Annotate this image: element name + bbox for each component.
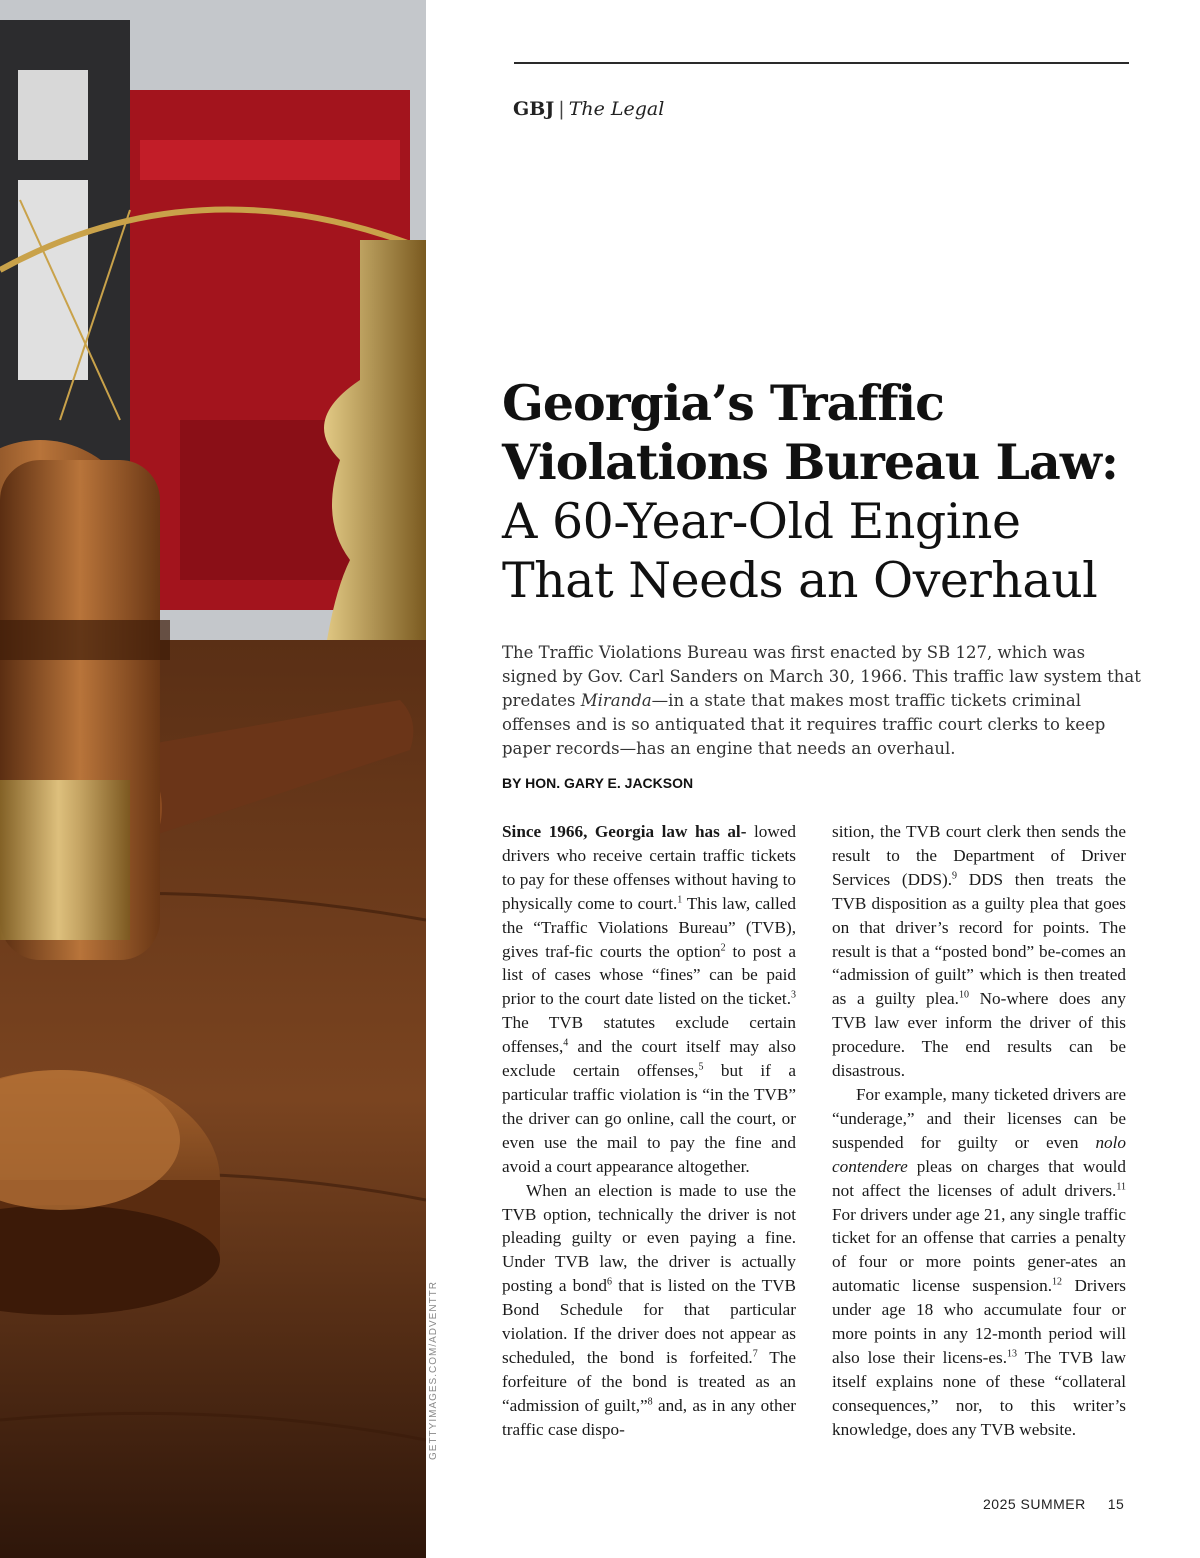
section-name: The Legal [568, 98, 665, 120]
top-rule [514, 62, 1129, 64]
lead-in: Since 1966, Georgia law has al- [502, 822, 747, 841]
body-text: The TVB statutes exclude certain offenses, [502, 1013, 796, 1057]
page-footer [983, 1496, 1124, 1512]
body-paragraph-1 [502, 820, 796, 1179]
body-text: The forfeiture of the bond is treated as an “admission of guilt,” [502, 1347, 796, 1415]
footnote-ref: 10 [958, 989, 969, 1001]
magazine-brand: GBJ [513, 98, 555, 120]
body-column-right [832, 820, 1126, 1442]
body-text: For drivers under age 21, any single traffic ticket for an offense that carries a penalty of four or more points gener-ates an automatic license suspension. [832, 1204, 1126, 1296]
article-deck [502, 641, 1142, 761]
issue-label: 2025 SUMMER [983, 1496, 1086, 1512]
footnote-ref: 1 [677, 893, 683, 905]
body-text: sition, the TVB court clerk then sends the result to the Department of Driver Services (DDS). [832, 822, 1126, 889]
body-paragraph-2 [502, 1179, 796, 1442]
headline-line-3: A 60-Year-Old Engine [502, 493, 1021, 550]
body-italic: nolo contendere [832, 1132, 1126, 1176]
body-text: When an election is made to use the TVB option, technically the driver is not pleading guilty or even paying a fine. Under TVB law, the driver is actually posting a bond [502, 1180, 796, 1296]
section-separator: | [558, 98, 565, 120]
body-text: that is listed on the TVB Bond Schedule for that particular violation. If the driver does not appear as scheduled, the bond is forfeited. [502, 1276, 796, 1367]
body-paragraph-4 [832, 1083, 1126, 1442]
footnote-ref: 2 [720, 941, 726, 953]
body-text: Drivers under age 18 who accumulate four or more points in any 12-month period will also lose their licens-es. [832, 1276, 1126, 1367]
footnote-ref: 13 [1007, 1348, 1017, 1360]
body-text: but if a particular traffic violation is “in the TVB” the driver can go online, call the court, or even use the mail to pay the fine and avoid a court appearance altogether. [502, 1061, 796, 1176]
footnote-ref: 9 [952, 870, 958, 882]
body-text: No-where does any TVB law ever inform the driver of this procedure. The end results can be disastrous. [832, 989, 1126, 1081]
footnote-ref: 7 [752, 1348, 758, 1360]
headline-line-4: That Needs an Overhaul [502, 552, 1098, 609]
footnote-ref: 6 [607, 1276, 613, 1288]
headline-line-2: Violations Bureau Law: [502, 433, 1118, 491]
section-tag [513, 98, 664, 120]
body-text: DDS then treats the TVB disposition as a guilty plea that goes on that driver’s record for points. The result is that a “posted bond” be-comes an “admission of guilt” which is then treated as a guilty plea. [832, 869, 1126, 1009]
body-text: This law, called the “Traffic Violations Bureau” (TVB), gives traf-fic courts the option [502, 893, 796, 961]
deck-italic: Miranda [580, 691, 652, 710]
byline: BY HON. GARY E. JACKSON [502, 775, 694, 791]
footnote-ref: 8 [647, 1396, 653, 1408]
body-column-left [502, 820, 796, 1442]
body-text: and the court itself may also exclude certain offenses, [502, 1037, 796, 1081]
footnote-ref: 11 [1116, 1180, 1126, 1192]
cover-photo [0, 0, 426, 1558]
footnote-ref: 5 [698, 1061, 704, 1073]
gavel-scales-illustration [0, 0, 426, 1558]
body-text: For example, many ticketed drivers are “underage,” and their licenses can be suspended for guilty or even [832, 1084, 1126, 1152]
body-text: pleas on charges that would not affect the licenses of adult drivers. [832, 1156, 1126, 1200]
footnote-ref: 4 [563, 1037, 569, 1049]
footnote-ref: 3 [791, 989, 796, 1001]
deck-text-1: The Traffic Violations Bureau was first enacted by SB 127, which was signed by Gov. Carl Sanders on March 30, 1966. This traffic law system that predates [502, 643, 1141, 710]
article-headline [502, 374, 1162, 610]
body-text: The TVB law itself explains none of these “collateral consequences,” nor, to this writer’s knowledge, does any TVB website. [832, 1347, 1126, 1439]
body-paragraph-3 [832, 820, 1126, 1083]
footnote-ref: 12 [1052, 1276, 1063, 1288]
photo-credit: GETTYIMAGES.COM/ADVENTTR [428, 1280, 439, 1460]
deck-text-2: —in a state that makes most traffic tickets criminal offenses and is so antiquated that it requires traffic court clerks to keep paper records—has an engine that needs an overhaul. [502, 691, 1106, 758]
body-text: lowed drivers who receive certain traffic tickets to pay for these offenses without having to physically come to court. [502, 822, 796, 913]
headline-line-1: Georgia’s Traffic [502, 374, 944, 432]
body-text: to post a list of cases whose “fines” can be paid prior to the court date listed on the ticket. [502, 941, 796, 1009]
page-number: 15 [1107, 1496, 1125, 1512]
body-text: and, as in any other traffic case dispo- [502, 1395, 796, 1439]
